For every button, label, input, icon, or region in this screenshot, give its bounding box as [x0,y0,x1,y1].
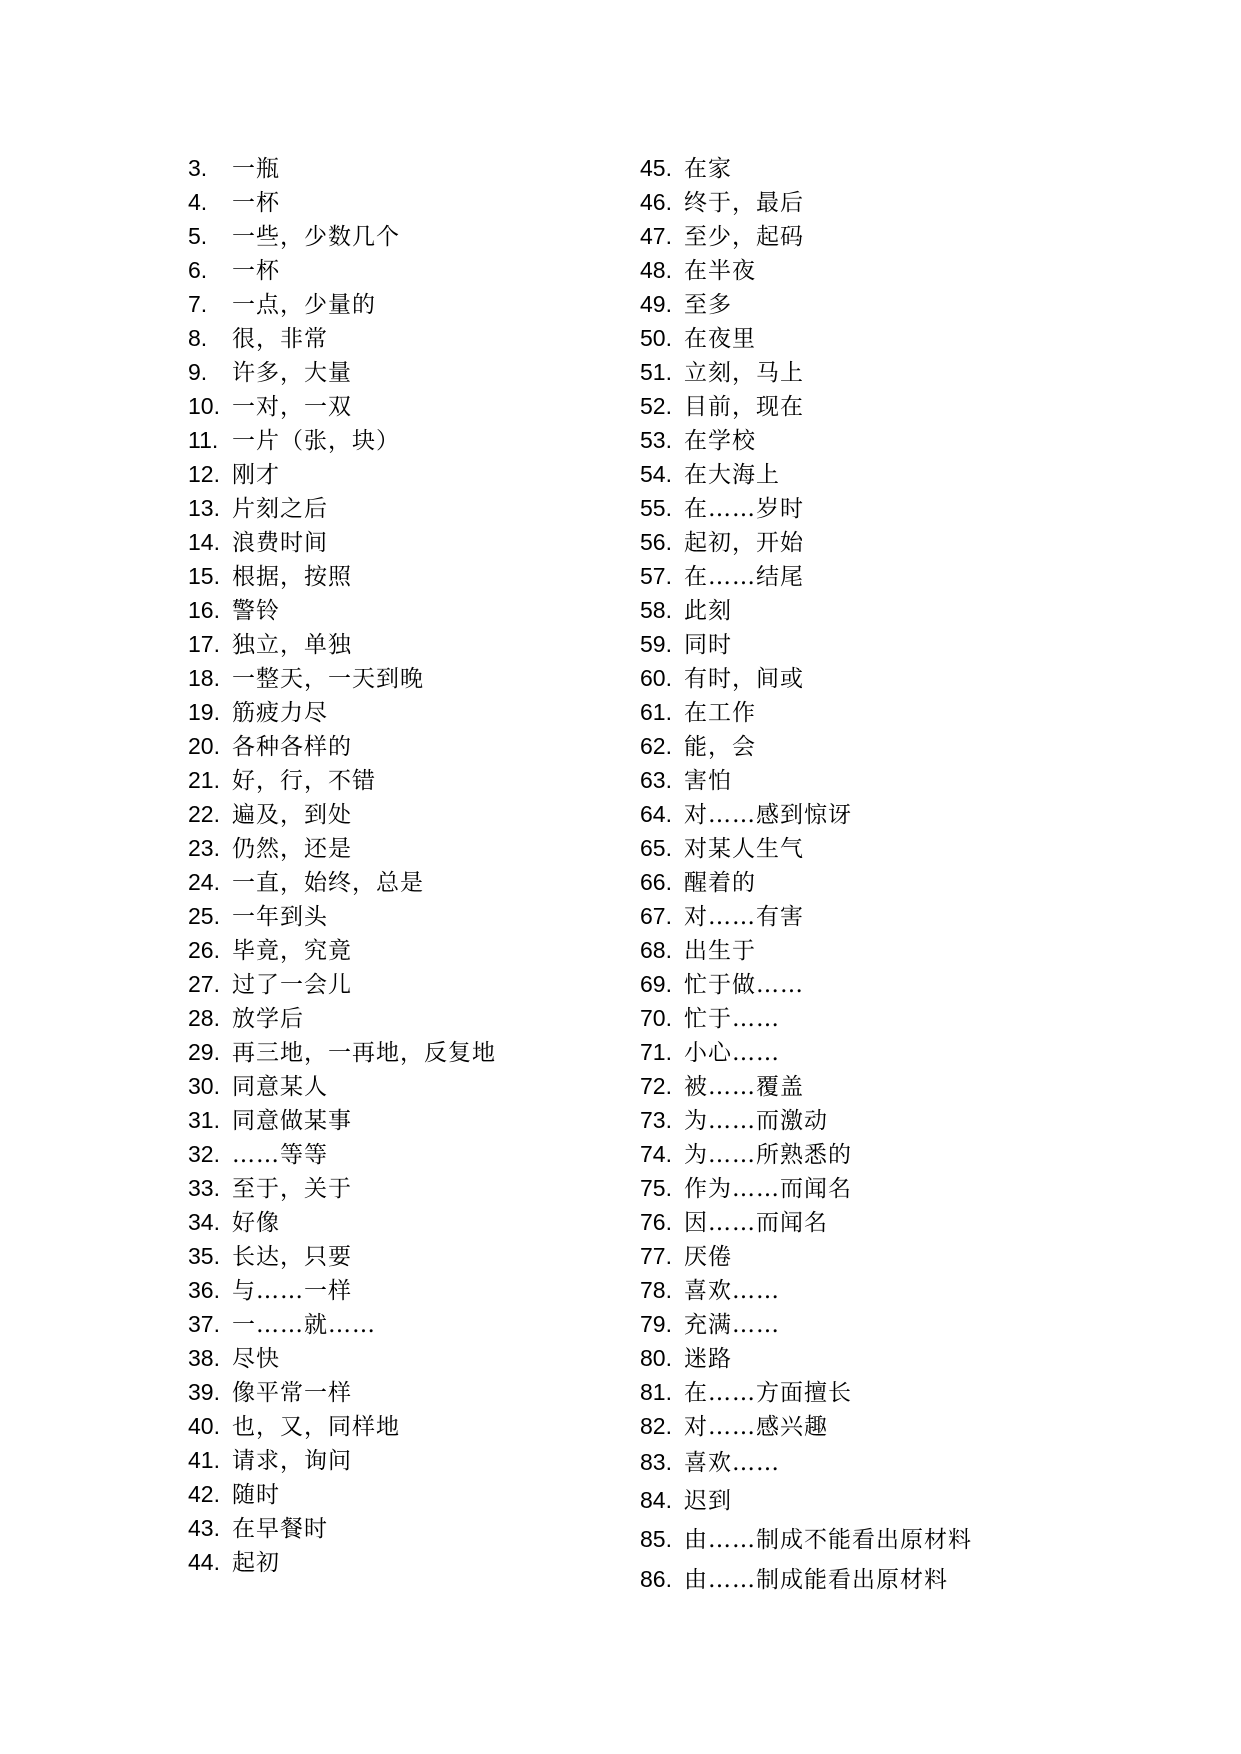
item-text: 毕竟，究竟 [232,938,352,964]
item-text: 醒着的 [684,870,756,896]
item-text: 长达，只要 [232,1244,352,1270]
item-text: 尽快 [232,1346,280,1372]
list-item [640,1103,972,1137]
item-text: 喜欢…… [684,1278,780,1304]
right-column [640,151,972,1599]
list-item [640,695,972,729]
item-text: 在……结尾 [684,564,804,590]
item-number: 78. [640,1277,672,1303]
item-text: 迷路 [684,1346,732,1372]
list-item [188,1477,496,1511]
list-item [188,1443,496,1477]
item-number: 23. [188,835,220,861]
list-item [188,1035,496,1069]
list-item [188,1545,496,1579]
list-item [640,457,972,491]
list-item [640,899,972,933]
item-text: 在半夜 [684,258,756,284]
item-number: 52. [640,393,672,419]
item-text: 喜欢…… [684,1450,780,1476]
item-text: 一整天，一天到晚 [232,666,424,692]
item-number: 8. [188,325,208,351]
list-item [188,1103,496,1137]
list-item [640,865,972,899]
item-text: 在大海上 [684,462,780,488]
item-text: 起初 [232,1550,280,1576]
item-number: 26. [188,937,220,963]
list-item [640,1273,972,1307]
list-item [188,1273,496,1307]
list-item [640,1375,972,1409]
item-text: 有时，间或 [684,666,804,692]
list-item [188,899,496,933]
item-number: 82. [640,1413,672,1439]
item-number: 35. [188,1243,220,1269]
item-number: 39. [188,1379,220,1405]
item-number: 25. [188,903,220,929]
item-text: 为……所熟悉的 [684,1142,852,1168]
list-item [188,1171,496,1205]
list-item [188,729,496,763]
list-item [640,1137,972,1171]
item-number: 45. [640,155,672,181]
item-number: 17. [188,631,220,657]
item-text: 遍及，到处 [232,802,352,828]
list-item [640,185,972,219]
list-item [188,695,496,729]
item-number: 76. [640,1209,672,1235]
list-item [640,491,972,525]
item-number: 62. [640,733,672,759]
item-text: 一对，一双 [232,394,352,420]
list-item [640,1481,972,1519]
list-item [640,389,972,423]
list-item [640,1001,972,1035]
item-text: 在早餐时 [232,1516,328,1542]
item-text: 至多 [684,292,732,318]
item-text: 与……一样 [232,1278,352,1304]
list-item [188,1341,496,1375]
item-number: 69. [640,971,672,997]
item-text: 好，行，不错 [232,768,376,794]
item-number: 22. [188,801,220,827]
item-number: 20. [188,733,220,759]
list-item [640,967,972,1001]
item-text: 一瓶 [232,156,280,182]
list-item [188,219,496,253]
item-text: 出生于 [684,938,756,964]
item-text: 同意做某事 [232,1108,352,1134]
list-item [188,185,496,219]
item-text: 片刻之后 [232,496,328,522]
list-item [188,355,496,389]
list-item [640,1069,972,1103]
item-text: 放学后 [232,1006,304,1032]
item-text: 厌倦 [684,1244,732,1270]
item-number: 60. [640,665,672,691]
item-number: 48. [640,257,672,283]
item-number: 19. [188,699,220,725]
item-text: 仍然，还是 [232,836,352,862]
item-number: 80. [640,1345,672,1371]
list-item [640,219,972,253]
item-number: 16. [188,597,220,623]
list-item [188,253,496,287]
item-text: 请求，询问 [232,1448,352,1474]
item-number: 21. [188,767,220,793]
item-text: 对……感兴趣 [684,1414,828,1440]
item-text: 很，非常 [232,326,328,352]
item-number: 30. [188,1073,220,1099]
item-text: 由……制成能看出原材料 [684,1567,948,1593]
left-column [188,151,496,1579]
item-number: 66. [640,869,672,895]
item-text: 一杯 [232,190,280,216]
item-number: 24. [188,869,220,895]
item-text: 忙于做…… [684,972,804,998]
item-text: 过了一会儿 [232,972,352,998]
item-number: 83. [640,1449,672,1475]
item-number: 64. [640,801,672,827]
list-item [640,763,972,797]
item-text: 至少，起码 [684,224,804,250]
list-item [640,321,972,355]
item-number: 67. [640,903,672,929]
item-number: 40. [188,1413,220,1439]
list-item [640,1559,972,1599]
list-item [188,661,496,695]
list-item [188,151,496,185]
item-text: 在家 [684,156,732,182]
item-number: 55. [640,495,672,521]
item-number: 50. [640,325,672,351]
item-number: 81. [640,1379,672,1405]
item-number: 12. [188,461,220,487]
item-text: 迟到 [684,1488,732,1514]
item-number: 72. [640,1073,672,1099]
list-item [640,1171,972,1205]
item-text: 能，会 [684,734,756,760]
item-number: 47. [640,223,672,249]
item-text: 一片（张，块） [232,428,400,454]
list-item [640,661,972,695]
list-item [188,1511,496,1545]
list-item [188,457,496,491]
item-text: 立刻，马上 [684,360,804,386]
item-number: 18. [188,665,220,691]
item-text: 警铃 [232,598,280,624]
item-text: 在工作 [684,700,756,726]
item-text: 刚才 [232,462,280,488]
item-number: 44. [188,1549,220,1575]
item-number: 3. [188,155,208,181]
item-number: 10. [188,393,220,419]
item-text: 目前，现在 [684,394,804,420]
item-number: 74. [640,1141,672,1167]
item-text: 在夜里 [684,326,756,352]
list-item [640,729,972,763]
item-text: 在学校 [684,428,756,454]
list-item [640,1443,972,1481]
item-number: 63. [640,767,672,793]
item-number: 68. [640,937,672,963]
item-number: 57. [640,563,672,589]
item-number: 15. [188,563,220,589]
item-number: 4. [188,189,208,215]
list-item [188,763,496,797]
item-text: 作为……而闻名 [684,1176,852,1202]
item-text: 对某人生气 [684,836,804,862]
list-item [188,321,496,355]
list-item [640,1341,972,1375]
item-number: 6. [188,257,208,283]
item-number: 51. [640,359,672,385]
list-item [188,1307,496,1341]
list-item [640,423,972,457]
item-text: 对……有害 [684,904,804,930]
item-text: 起初，开始 [684,530,804,556]
list-item [188,1239,496,1273]
item-number: 59. [640,631,672,657]
list-item [188,831,496,865]
list-item [640,1519,972,1559]
item-text: 同时 [684,632,732,658]
item-text: 许多，大量 [232,360,352,386]
list-item [640,253,972,287]
list-item [640,933,972,967]
item-text: 各种各样的 [232,734,352,760]
item-text: 浪费时间 [232,530,328,556]
item-number: 29. [188,1039,220,1065]
item-text: 同意某人 [232,1074,328,1100]
item-number: 61. [640,699,672,725]
item-text: 被……覆盖 [684,1074,804,1100]
list-item [640,1205,972,1239]
item-number: 79. [640,1311,672,1337]
item-text: 充满…… [684,1312,780,1338]
item-number: 71. [640,1039,672,1065]
item-text: 此刻 [684,598,732,624]
item-text: 好像 [232,1210,280,1236]
item-number: 33. [188,1175,220,1201]
item-text: 筋疲力尽 [232,700,328,726]
item-text: 一点，少量的 [232,292,376,318]
item-text: 也，又，同样地 [232,1414,400,1440]
item-text: 忙于…… [684,1006,780,1032]
list-item [640,1409,972,1443]
list-item [640,797,972,831]
item-text: 一年到头 [232,904,328,930]
item-number: 9. [188,359,208,385]
list-item [188,1375,496,1409]
item-text: 一些，少数几个 [232,224,400,250]
item-number: 46. [640,189,672,215]
list-item [640,627,972,661]
list-item [188,525,496,559]
item-number: 84. [640,1487,672,1513]
item-number: 54. [640,461,672,487]
list-item [188,967,496,1001]
list-item [640,355,972,389]
item-text: 对……感到惊讶 [684,802,852,828]
item-text: 终于，最后 [684,190,804,216]
list-item [188,865,496,899]
list-item [640,525,972,559]
item-text: 至于，关于 [232,1176,352,1202]
item-text: 因……而闻名 [684,1210,828,1236]
list-item [188,559,496,593]
item-text: 一杯 [232,258,280,284]
item-text: 根据，按照 [232,564,352,590]
item-number: 42. [188,1481,220,1507]
item-number: 49. [640,291,672,317]
item-number: 58. [640,597,672,623]
item-number: 13. [188,495,220,521]
item-text: 在……岁时 [684,496,804,522]
list-item [188,1205,496,1239]
list-item [188,389,496,423]
item-number: 27. [188,971,220,997]
item-number: 28. [188,1005,220,1031]
list-item [188,797,496,831]
list-item [640,1035,972,1069]
item-text: 由……制成不能看出原材料 [684,1527,972,1553]
item-number: 75. [640,1175,672,1201]
item-text: 一直，始终，总是 [232,870,424,896]
list-item [640,1239,972,1273]
item-number: 37. [188,1311,220,1337]
item-text: 独立，单独 [232,632,352,658]
list-item [188,627,496,661]
item-number: 53. [640,427,672,453]
list-item [640,1307,972,1341]
item-text: 随时 [232,1482,280,1508]
item-number: 7. [188,291,208,317]
item-number: 11. [188,427,219,453]
list-item [640,593,972,627]
item-number: 70. [640,1005,672,1031]
item-text: 一……就…… [232,1312,376,1338]
item-number: 73. [640,1107,672,1133]
item-number: 56. [640,529,672,555]
list-item [188,1137,496,1171]
item-number: 86. [640,1566,672,1592]
item-text: 害怕 [684,768,732,794]
item-text: 为……而激动 [684,1108,828,1134]
item-number: 32. [188,1141,220,1167]
list-item [188,491,496,525]
list-item [188,933,496,967]
item-text: 像平常一样 [232,1380,352,1406]
list-item [188,423,496,457]
list-item [640,151,972,185]
item-text: 再三地，一再地，反复地 [232,1040,496,1066]
item-number: 38. [188,1345,220,1371]
list-item [640,287,972,321]
item-number: 77. [640,1243,672,1269]
item-number: 34. [188,1209,220,1235]
list-item [188,1409,496,1443]
item-text: ……等等 [232,1142,328,1168]
item-text: 小心…… [684,1040,780,1066]
item-number: 36. [188,1277,220,1303]
item-number: 65. [640,835,672,861]
list-item [188,287,496,321]
item-number: 5. [188,223,208,249]
list-item [188,593,496,627]
item-number: 31. [188,1107,220,1133]
list-item [640,559,972,593]
item-number: 41. [188,1447,220,1473]
list-item [640,831,972,865]
item-number: 43. [188,1515,220,1541]
list-item [188,1001,496,1035]
item-number: 14. [188,529,220,555]
list-item [188,1069,496,1103]
item-text: 在……方面擅长 [684,1380,852,1406]
item-number: 85. [640,1526,672,1552]
